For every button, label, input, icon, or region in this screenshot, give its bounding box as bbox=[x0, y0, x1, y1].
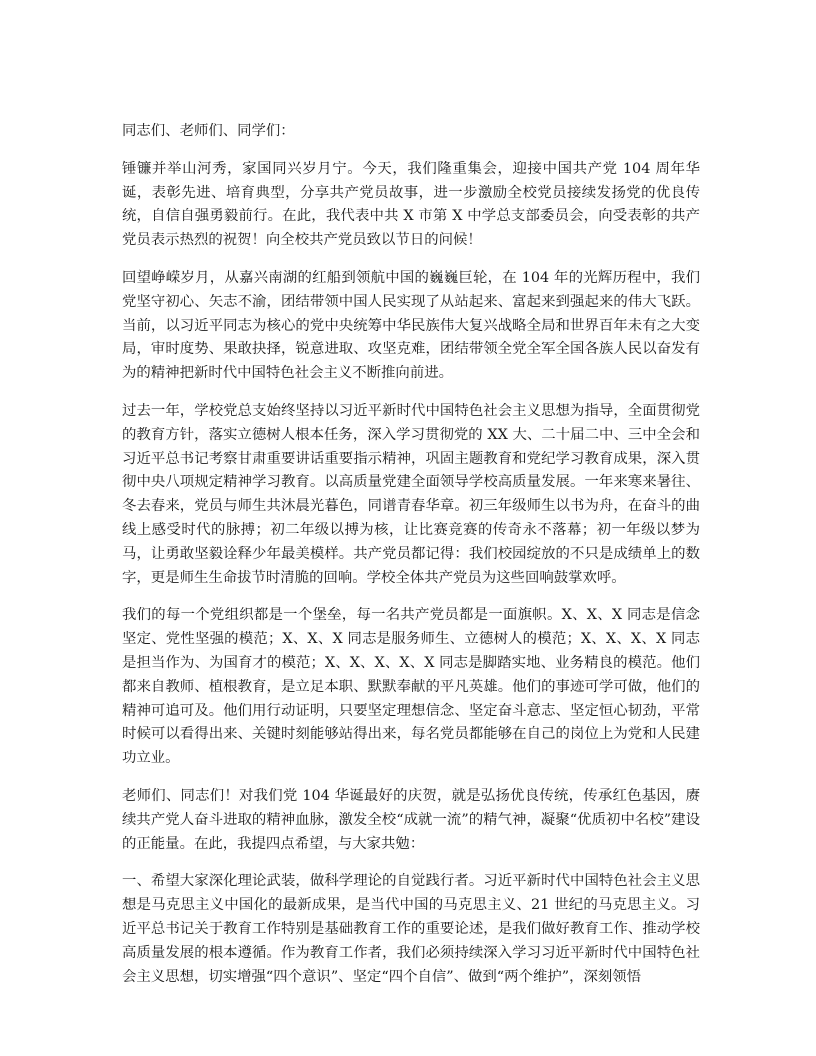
paragraph-call-to-action: 老师们、同志们！对我们党 104 华诞最好的庆贺，就是弘扬优良传统，传承红色基因，赓续共产党人奋斗进取的精神血脉，激发全校“成就一流”的精气神，凝聚“优质初中名校”建设的正能量。在此，我提四点希望，与大家共勉： bbox=[122, 787, 700, 852]
document-body bbox=[122, 120, 700, 1003]
paragraph-hope-one: 一、希望大家深化理论武装，做科学理论的自觉践行者。习近平新时代中国特色社会主义思想是马克思主义中国化的最新成果，是当代中国的马克思主义、21 世纪的马克思主义。习近平总书记关于教育工作特别是基础教育工作的重要论述，是我们做好教育工作、推动学校高质量发展的根本遵循。作为教育工作者，我们必须持续深入学习习近平新时代中国特色社会主义思想，切实增强“四个意识”、坚定“四个自信”、做到“两个维护”，深刻领悟 bbox=[122, 873, 700, 985]
paragraph-past-year: 过去一年，学校党总支始终坚持以习近平新时代中国特色社会主义思想为指导，全面贯彻党的教育方针，落实立德树人根本任务，深入学习贯彻党的 XX 大、二十届二中、三中全会和习近平总书记考察甘肃重要讲话重要指示精神，巩固主题教育和党纪学习教育成果，深入贯彻中央八项规定精神学习教育。以高质量党建全面领导学校高质量发展。一年来寒来暑往、冬去春来，党员与师生共沐晨光暮色，同谱青春华章。初三年级师生以书为舟，在奋斗的曲线上感受时代的脉搏；初二年级以搏为核，让比赛竞赛的传奇永不落幕；初一年级以梦为马，让勇敢坚毅诠释少年最美模样。共产党员都记得：我们校园绽放的不只是成绩单上的数字，更是师生生命拔节时清脆的回响。学校全体共产党员为这些回响鼓掌欢呼。 bbox=[122, 402, 700, 586]
salutation: 同志们、老师们、同学们： bbox=[122, 123, 295, 139]
paragraph-history: 回望峥嵘岁月，从嘉兴南湖的红船到领航中国的巍巍巨轮，在 104 年的光辉历程中，我们党坚守初心、矢志不渝，团结带领中国人民实现了从站起来、富起来到强起来的伟大飞跃。当前，以习近平同志为核心的党中央统筹中华民族伟大复兴战略全局和世界百年未有之大变局，审时度势、果敢抉择，锐意进取、攻坚克难，团结带领全党全军全国各族人民以奋发有为的精神把新时代中国特色社会主义不断推向前进。 bbox=[122, 269, 700, 382]
paragraph-role-models: 我们的每一个党组织都是一个堡垒，每一名共产党员都是一面旗帜。X、X、X 同志是信念坚定、党性坚强的模范；X、X、X 同志是服务师生、立德树人的模范；X、X、X、X 同志是担当作为、为国育才的模范；X、X、X、X、X 同志是脚踏实地、业务精良的模范。他们都来自教师、植根教育，是立足本职、默默奉献的平凡英雄。他们的事迹可学可做，他们的精神可追可及。他们用行动证明，只要坚定理想信念、坚定奋斗意志、坚定恒心韧劲，平常时候可以看得出来、关键时刻能够站得出来，每名党员都能够在自己的岗位上为党和人民建功立业。 bbox=[122, 607, 700, 767]
paragraph-opening: 锤镰并举山河秀，家国同兴岁月宁。今天，我们隆重集会，迎接中国共产党 104 周年华诞，表彰先进、培育典型，分享共产党员故事，进一步激励全校党员接续发扬党的优良传统，自信自强勇毅前行。在此，我代表中共 X 市第 X 中学总支部委员会，向受表彰的共产党员表示热烈的祝贺！向全校共产党员致以节日的问候！ bbox=[122, 160, 700, 249]
